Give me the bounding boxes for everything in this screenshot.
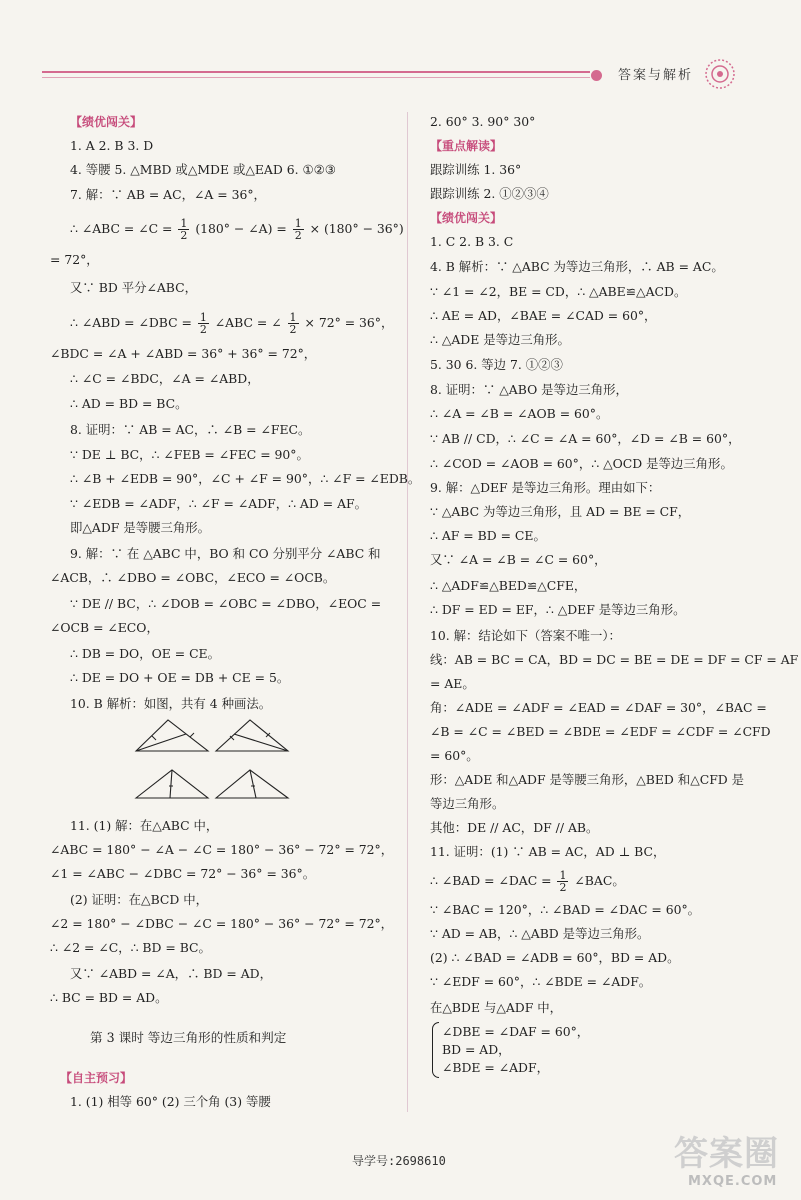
fraction: $\frac{1}{2}$ bbox=[294, 217, 302, 242]
answer-line: 又∵ ∠ABD = ∠A，∴ BD = AD， bbox=[70, 966, 272, 981]
header-rule bbox=[42, 71, 590, 73]
answer-line: 10. 解：结论如下（答案不唯一）： bbox=[430, 628, 621, 643]
watermark bbox=[668, 1122, 796, 1194]
section-heading: 【绩优闯关】 bbox=[70, 115, 143, 129]
answer-line: ∴ AE = AD，∠BAE = ∠CAD = 60°， bbox=[430, 308, 657, 323]
fraction: $\frac{1}{2}$ bbox=[289, 311, 297, 336]
answer-line: 1. A 2. B 3. D bbox=[70, 138, 154, 153]
answer-line: ∴ ∠ABD = ∠DBC = $\frac{1}{2}$ ∠ABC = ∠ $\frac{1}{2}$ × 72° = 36°， bbox=[70, 311, 394, 336]
answer-line: ∴ △ADF≌△BED≌△CFE， bbox=[430, 578, 587, 593]
answer-line: ∠1 = ∠ABC − ∠DBC = 72° − 36° = 36°。 bbox=[50, 866, 316, 881]
answer-line: 4. 等腰 5. △MBD 或△MDE 或△EAD 6. ①②③ bbox=[70, 162, 336, 177]
answer-line: 角：∠ADE = ∠ADF = ∠EAD = ∠DAF = 30°，∠BAC = bbox=[430, 700, 767, 715]
answer-line: ∴ △ADE 是等边三角形。 bbox=[430, 332, 570, 347]
answer-line: ∵ ∠EDF = 60°，∴ ∠BDE = ∠ADF。 bbox=[430, 974, 652, 989]
answer-line: 5. 30 6. 等边 7. ①②③ bbox=[430, 357, 563, 372]
section-heading: 【自主预习】 bbox=[60, 1071, 133, 1085]
answer-line: 11. (1) 解：在△ABC 中， bbox=[70, 818, 219, 833]
answer-line: (2) ∴ ∠BAD = ∠ADB = 60°，BD = AD。 bbox=[430, 950, 680, 965]
fraction: $\frac{1}{2}$ bbox=[199, 311, 207, 336]
answer-line: ∴ BC = BD = AD。 bbox=[50, 990, 168, 1005]
watermark-title: 答案圈 bbox=[674, 1134, 779, 1174]
answer-line: ∵ DE // BC，∴ ∠DOB = ∠OBC = ∠DBO，∠EOC = bbox=[70, 596, 382, 611]
answer-line: 跟踪训练 1. 36° bbox=[430, 162, 522, 177]
header-dot bbox=[591, 70, 602, 81]
answer-line: ∴ AF = BD = CE。 bbox=[430, 528, 546, 543]
answer-line: 9. 解：∵ 在 △ABC 中，BO 和 CO 分别平分 ∠ABC 和 bbox=[70, 546, 381, 561]
guide-number: 导学号:2698610 bbox=[352, 1154, 446, 1168]
answer-line: ∴ ∠A = ∠B = ∠AOB = 60°。 bbox=[430, 406, 609, 421]
header-title: 答案与解析 bbox=[618, 68, 694, 83]
answer-line: 线：AB = BC = CA，BD = DC = BE = DE = DF = CF = AF bbox=[430, 652, 799, 667]
answer-line: ∴ DE = DO + OE = DB + CE = 5。 bbox=[70, 670, 290, 685]
answer-line: 7. 解：∵ AB = AC，∠A = 36°， bbox=[70, 187, 266, 202]
header-rule-thin bbox=[42, 77, 590, 78]
fraction: $\frac{1}{2}$ bbox=[180, 217, 188, 242]
answer-line: 在△BDE 与△ADF 中， bbox=[430, 1000, 563, 1015]
answer-line: 4. B 解析：∵ △ABC 为等边三角形，∴ AB = AC。 bbox=[430, 259, 724, 274]
answer-line: ∵ ∠EDB = ∠ADF，∴ ∠F = ∠ADF，∴ AD = AF。 bbox=[70, 496, 368, 511]
answer-line: ∴ ∠BAD = ∠DAC = $\frac{1}{2}$ ∠BAC。 bbox=[430, 869, 625, 894]
answer-line: BD = AD， bbox=[442, 1042, 511, 1057]
answer-line: 10. B 解析：如图，共有 4 种画法。 bbox=[70, 696, 272, 711]
answer-line: ∴ ∠COD = ∠AOB = 60°，∴ △OCD 是等边三角形。 bbox=[430, 456, 733, 471]
answer-line: ∠BDE = ∠ADF， bbox=[442, 1060, 549, 1075]
answer-line: (2) 证明：在△BCD 中， bbox=[70, 892, 209, 907]
answer-line: 1. (1) 相等 60° (2) 三个角 (3) 等腰 bbox=[70, 1094, 271, 1109]
answer-line: 又∵ BD 平分∠ABC， bbox=[70, 280, 198, 295]
column-divider bbox=[407, 112, 408, 1112]
answer-line: ∴ AD = BD = BC。 bbox=[70, 396, 188, 411]
answer-line: 其他：DE // AC，DF // AB。 bbox=[430, 820, 599, 835]
answer-line: ∠ABC = 180° − ∠A − ∠C = 180° − 36° − 72° = 72°， bbox=[50, 842, 394, 857]
section-heading: 【重点解读】 bbox=[430, 139, 503, 153]
answer-line: 9. 解：△DEF 是等边三角形。理由如下： bbox=[430, 480, 661, 495]
answer-line: 2. 60° 3. 90° 30° bbox=[430, 114, 536, 129]
answer-line: ∴ DF = ED = EF，∴ △DEF 是等边三角形。 bbox=[430, 602, 686, 617]
answer-line: ∴ ∠2 = ∠C，∴ BD = BC。 bbox=[50, 940, 211, 955]
answer-line: 等边三角形。 bbox=[430, 796, 505, 811]
answer-line: 跟踪训练 2. ①②③④ bbox=[430, 186, 549, 201]
answer-line: 11. 证明：(1) ∵ AB = AC，AD ⊥ BC， bbox=[430, 844, 666, 859]
answer-line: ∴ ∠ABC = ∠C = $\frac{1}{2}$ (180° − ∠A) = $\frac{1}{2}$ × (180° − 36°) bbox=[70, 217, 404, 242]
answer-line: ∠2 = 180° − ∠DBC − ∠C = 180° − 36° − 72° = 72°， bbox=[50, 916, 394, 931]
answer-line: 8. 证明：∵ AB = AC，∴ ∠B = ∠FEC。 bbox=[70, 422, 311, 437]
answer-line: 即△ADF 是等腰三角形。 bbox=[70, 520, 211, 535]
answer-line: 又∵ ∠A = ∠B = ∠C = 60°， bbox=[430, 552, 607, 567]
answer-line: 1. C 2. B 3. C bbox=[430, 234, 514, 249]
watermark-url: MXQE.COM bbox=[688, 1174, 778, 1189]
answer-line: ∠B = ∠C = ∠BED = ∠BDE = ∠EDF = ∠CDF = ∠CFD bbox=[430, 724, 771, 739]
equation-system bbox=[432, 1022, 632, 1082]
answer-line: ∠OCB = ∠ECO， bbox=[50, 620, 159, 635]
answer-line: ∵ DE ⊥ BC，∴ ∠FEB = ∠FEC = 90°。 bbox=[70, 447, 309, 462]
answer-line: = 60°。 bbox=[430, 748, 479, 763]
answer-line: 形：△ADE 和△ADF 是等腰三角形，△BED 和△CFD 是 bbox=[430, 772, 745, 787]
answer-line: = AE。 bbox=[430, 676, 475, 691]
answer-line: ∵ ∠1 = ∠2，BE = CD，∴ △ABE≌△ACD。 bbox=[430, 284, 687, 299]
header-flower-icon bbox=[702, 56, 738, 92]
answer-line: ∴ ∠C = ∠BDC，∠A = ∠ABD， bbox=[70, 371, 260, 386]
answer-line: = 72°， bbox=[50, 252, 99, 267]
answer-line: ∴ DB = DO，OE = CE。 bbox=[70, 646, 220, 661]
left-brace bbox=[432, 1022, 439, 1078]
answer-line: 8. 证明：∵ △ABO 是等边三角形， bbox=[430, 382, 628, 397]
triangle-diagrams bbox=[134, 718, 294, 808]
answer-line: ∠BDC = ∠A + ∠ABD = 36° + 36° = 72°， bbox=[50, 346, 317, 361]
answer-line: ∵ △ABC 为等边三角形，且 AD = BE = CF， bbox=[430, 504, 691, 519]
answer-line: ∠ACB，∴ ∠DBO = ∠OBC，∠ECO = ∠OCB。 bbox=[50, 570, 336, 585]
answer-line: ∠DBE = ∠DAF = 60°， bbox=[442, 1024, 590, 1039]
answer-line: ∵ AD = AB，∴ △ABD 是等边三角形。 bbox=[430, 926, 650, 941]
fraction: $\frac{1}{2}$ bbox=[559, 869, 567, 894]
answer-line: ∵ AB // CD，∴ ∠C = ∠A = 60°，∠D = ∠B = 60°， bbox=[430, 431, 741, 446]
lesson-title: 第 3 课时 等边三角形的性质和判定 bbox=[90, 1030, 287, 1045]
section-heading: 【绩优闯关】 bbox=[430, 211, 503, 225]
answer-line: ∴ ∠B + ∠EDB = 90°，∠C + ∠F = 90°，∴ ∠F = ∠EDB。 bbox=[70, 471, 421, 486]
answer-line: ∵ ∠BAC = 120°，∴ ∠BAD = ∠DAC = 60°。 bbox=[430, 902, 701, 917]
